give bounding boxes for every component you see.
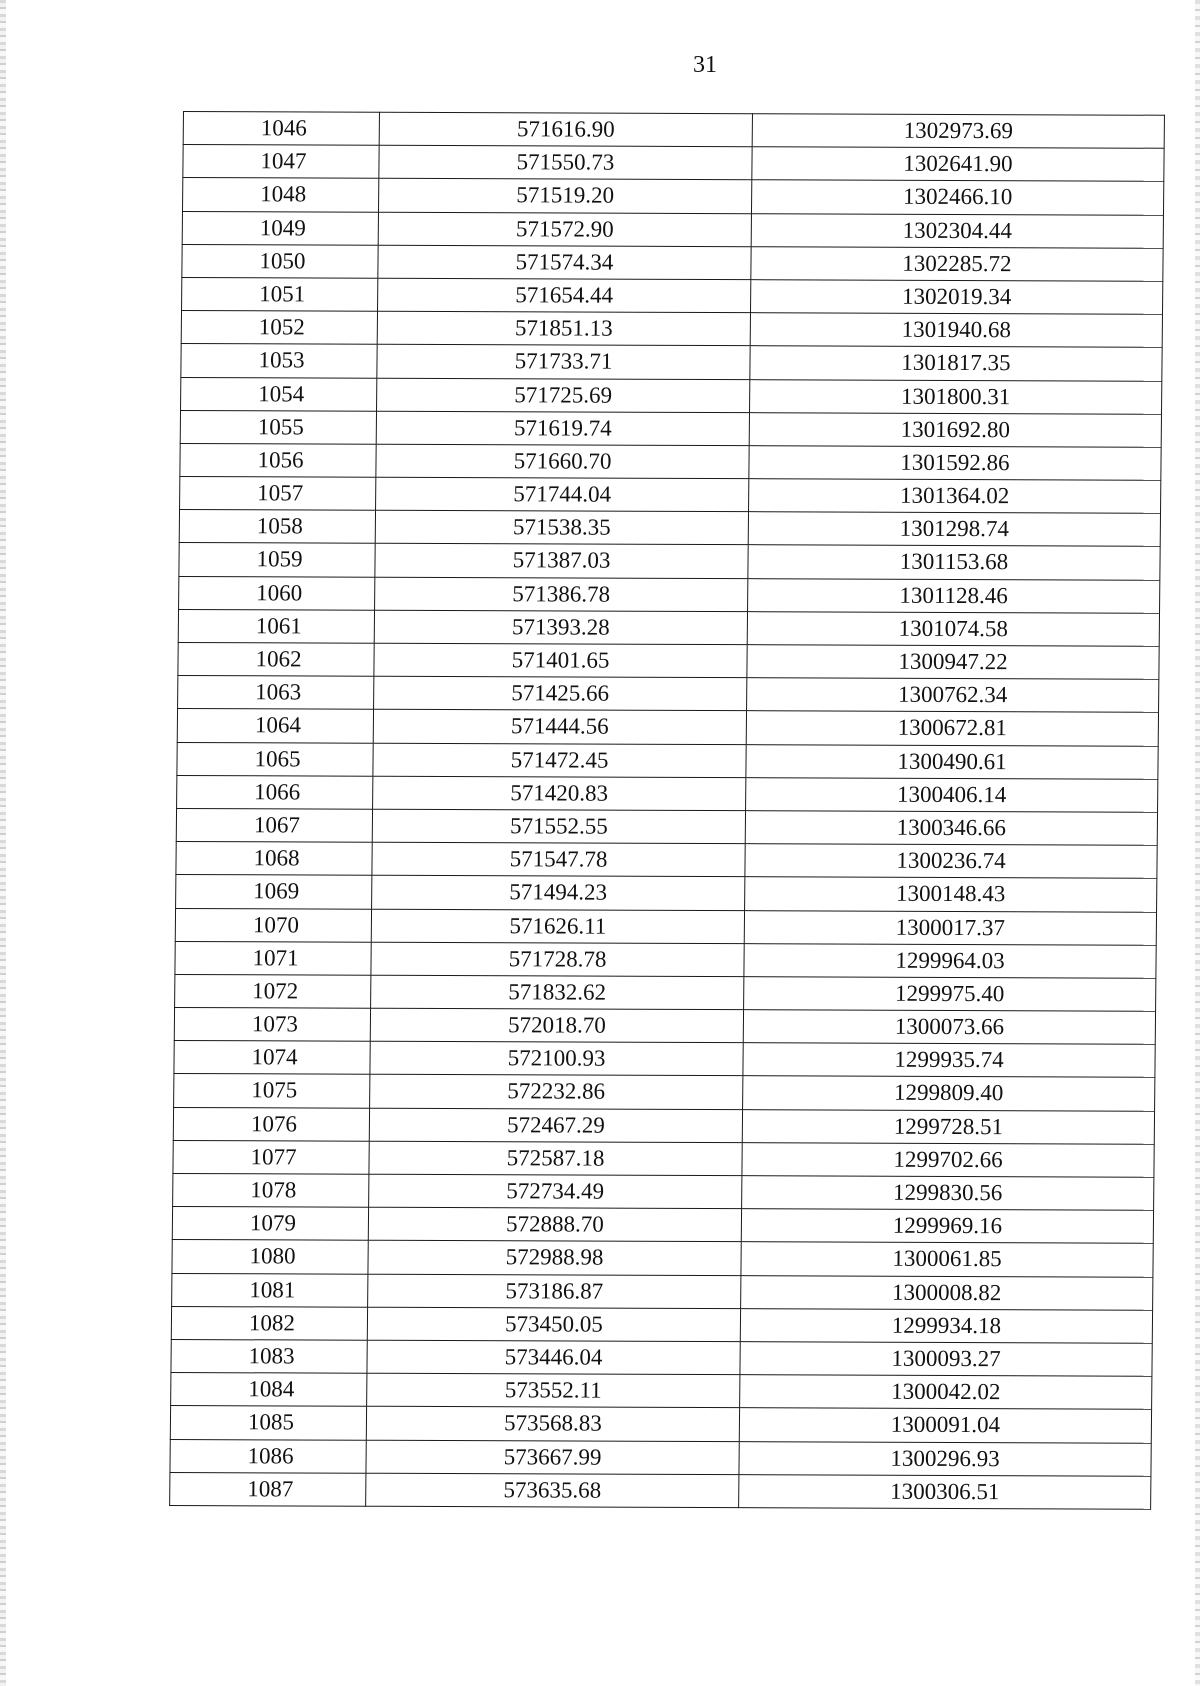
y-coordinate-cell: 1299934.18 [740,1308,1152,1343]
y-coordinate-cell: 1302973.69 [752,114,1164,149]
point-id-cell: 1082 [171,1306,367,1340]
x-coordinate-cell: 571386.78 [375,577,748,612]
y-coordinate-cell: 1301074.58 [747,611,1159,646]
table-row [173,1173,1154,1210]
y-coordinate-cell: 1300017.37 [744,910,1156,945]
point-id-cell: 1072 [175,974,371,1008]
y-coordinate-cell: 1300073.66 [743,1010,1155,1045]
x-coordinate-cell: 573635.68 [366,1473,739,1508]
table-row [170,1406,1151,1443]
point-id-cell: 1083 [171,1339,367,1373]
point-id-cell: 1077 [173,1140,369,1174]
coordinate-table-body [170,112,1165,1510]
x-coordinate-cell: 571550.73 [379,145,752,180]
point-id-cell: 1056 [180,443,376,477]
point-id-cell: 1074 [174,1041,370,1075]
x-coordinate-cell: 572587.18 [369,1141,742,1176]
x-coordinate-cell: 571725.69 [377,378,750,413]
x-coordinate-cell: 571728.78 [371,942,744,977]
y-coordinate-cell: 1299702.66 [742,1142,1154,1177]
table-row [175,941,1156,978]
y-coordinate-cell: 1300008.82 [741,1275,1153,1310]
y-coordinate-cell: 1301153.68 [748,545,1160,580]
y-coordinate-cell: 1300672.81 [746,711,1158,746]
y-coordinate-cell: 1299830.56 [742,1176,1154,1211]
x-coordinate-cell: 571401.65 [374,643,747,678]
x-coordinate-cell: 571494.23 [372,876,745,911]
y-coordinate-cell: 1302019.34 [750,280,1162,315]
table-row [174,1074,1155,1111]
table-row [173,1107,1154,1144]
table-row [183,112,1164,149]
y-coordinate-cell: 1299728.51 [742,1109,1154,1144]
y-coordinate-cell: 1302285.72 [751,246,1163,281]
x-coordinate-cell: 572988.98 [368,1241,741,1276]
x-coordinate-cell: 571744.04 [376,477,749,512]
x-coordinate-cell: 573450.05 [367,1307,740,1342]
point-id-cell: 1063 [178,676,374,710]
y-coordinate-cell: 1301692.80 [749,412,1161,447]
table-row [171,1339,1152,1376]
point-id-cell: 1075 [174,1074,370,1108]
point-id-cell: 1071 [175,941,371,975]
point-id-cell: 1059 [179,543,375,577]
table-row [173,1140,1154,1177]
y-coordinate-cell: 1300296.93 [739,1441,1151,1476]
y-coordinate-cell: 1300490.61 [746,744,1158,779]
y-coordinate-cell: 1300762.34 [747,678,1159,713]
x-coordinate-cell: 572888.70 [368,1207,741,1242]
x-coordinate-cell: 571832.62 [371,975,744,1010]
x-coordinate-cell: 572467.29 [369,1108,742,1143]
y-coordinate-cell: 1301940.68 [750,313,1162,348]
table-row [183,145,1164,182]
table-row [181,344,1162,381]
x-coordinate-cell: 571660.70 [376,444,749,479]
point-id-cell: 1046 [183,112,379,146]
table-row [178,642,1159,679]
table-row [178,676,1159,713]
x-coordinate-cell: 571851.13 [377,311,750,346]
table-row [170,1439,1151,1476]
point-id-cell: 1078 [173,1173,369,1207]
page-number: 31 [693,52,717,78]
table-row [172,1240,1153,1277]
point-id-cell: 1062 [178,642,374,676]
y-coordinate-cell: 1300947.22 [747,645,1159,680]
table-row [179,543,1160,580]
point-id-cell: 1080 [172,1240,368,1274]
y-coordinate-cell: 1299969.16 [741,1209,1153,1244]
table-row [178,609,1159,646]
point-id-cell: 1048 [183,178,379,212]
point-id-cell: 1047 [183,145,379,179]
y-coordinate-cell: 1301298.74 [748,512,1160,547]
x-coordinate-cell: 571547.78 [372,842,745,877]
table-row [177,709,1158,746]
point-id-cell: 1049 [182,211,378,245]
table-row [174,1041,1155,1078]
x-coordinate-cell: 573186.87 [368,1274,741,1309]
table-row [176,875,1157,912]
point-id-cell: 1054 [181,377,377,411]
y-coordinate-cell: 1301364.02 [749,479,1161,514]
x-coordinate-cell: 573667.99 [366,1440,739,1475]
point-id-cell: 1061 [178,609,374,643]
table-row [179,510,1160,547]
table-row [176,808,1157,845]
y-coordinate-cell: 1299975.40 [744,977,1156,1012]
y-coordinate-cell: 1302466.10 [751,180,1163,215]
table-row [171,1373,1152,1410]
y-coordinate-cell: 1301128.46 [748,578,1160,613]
coordinate-table [169,111,1165,1510]
x-coordinate-cell: 571444.56 [373,710,746,745]
point-id-cell: 1070 [175,908,371,942]
point-id-cell: 1060 [179,576,375,610]
point-id-cell: 1065 [177,742,373,776]
x-coordinate-cell: 571420.83 [373,776,746,811]
point-id-cell: 1051 [182,277,378,311]
table-row [175,908,1156,945]
table-row [180,477,1161,514]
table-row [174,1008,1155,1045]
x-coordinate-cell: 571626.11 [371,909,744,944]
x-coordinate-cell: 572018.70 [370,1008,743,1043]
point-id-cell: 1050 [182,244,378,278]
y-coordinate-cell: 1302641.90 [752,147,1164,182]
y-coordinate-cell: 1300346.66 [745,811,1157,846]
point-id-cell: 1068 [176,842,372,876]
x-coordinate-cell: 571654.44 [378,278,751,313]
x-coordinate-cell: 571472.45 [373,743,746,778]
point-id-cell: 1064 [177,709,373,743]
x-coordinate-cell: 571387.03 [375,544,748,579]
table-row [172,1273,1153,1310]
x-coordinate-cell: 571552.55 [372,809,745,844]
scan-edge-right [1195,0,1200,1686]
x-coordinate-cell: 571574.34 [378,245,751,280]
table-row [180,410,1161,447]
table-row [179,576,1160,613]
table-row [176,842,1157,879]
y-coordinate-cell: 1300406.14 [746,777,1158,812]
y-coordinate-cell: 1300061.85 [741,1242,1153,1277]
y-coordinate-cell: 1301800.31 [750,379,1162,414]
point-id-cell: 1086 [170,1439,366,1473]
x-coordinate-cell: 571425.66 [374,676,747,711]
y-coordinate-cell: 1300306.51 [739,1474,1151,1509]
table-row [181,377,1162,414]
point-id-cell: 1073 [174,1008,370,1042]
x-coordinate-cell: 571393.28 [374,610,747,645]
x-coordinate-cell: 571572.90 [378,212,751,247]
table-row [170,1472,1151,1509]
x-coordinate-cell: 573552.11 [367,1373,740,1408]
point-id-cell: 1076 [173,1107,369,1141]
point-id-cell: 1067 [176,808,372,842]
x-coordinate-cell: 572734.49 [369,1174,742,1209]
point-id-cell: 1087 [170,1472,366,1506]
table-row [177,775,1158,812]
x-coordinate-cell: 571619.74 [376,411,749,446]
point-id-cell: 1053 [181,344,377,378]
y-coordinate-cell: 1301817.35 [750,346,1162,381]
point-id-cell: 1058 [179,510,375,544]
point-id-cell: 1055 [180,410,376,444]
point-id-cell: 1085 [170,1406,366,1440]
x-coordinate-cell: 573568.83 [366,1407,739,1442]
x-coordinate-cell: 573446.04 [367,1340,740,1375]
table-row [182,244,1163,281]
table-row [177,742,1158,779]
point-id-cell: 1066 [177,775,373,809]
y-coordinate-cell: 1300236.74 [745,844,1157,879]
y-coordinate-cell: 1299964.03 [744,943,1156,978]
table-row [182,277,1163,314]
point-id-cell: 1057 [180,477,376,511]
x-coordinate-cell: 571733.71 [377,345,750,380]
y-coordinate-cell: 1302304.44 [751,213,1163,248]
y-coordinate-cell: 1301592.86 [749,446,1161,481]
x-coordinate-cell: 572100.93 [370,1041,743,1076]
table-row [172,1207,1153,1244]
table-row [180,443,1161,480]
table-row [183,178,1164,215]
scan-edge-left [0,0,6,1686]
x-coordinate-cell: 571519.20 [378,179,751,214]
y-coordinate-cell: 1300091.04 [739,1408,1151,1443]
table-row [181,311,1162,348]
table-row [182,211,1163,248]
x-coordinate-cell: 572232.86 [370,1075,743,1110]
y-coordinate-cell: 1299809.40 [743,1076,1155,1111]
table-row [175,974,1156,1011]
x-coordinate-cell: 571538.35 [375,511,748,546]
y-coordinate-cell: 1300042.02 [740,1375,1152,1410]
table-row [171,1306,1152,1343]
x-coordinate-cell: 571616.90 [379,112,752,147]
point-id-cell: 1079 [172,1207,368,1241]
point-id-cell: 1052 [181,311,377,345]
y-coordinate-cell: 1300093.27 [740,1342,1152,1377]
point-id-cell: 1084 [171,1373,367,1407]
y-coordinate-cell: 1299935.74 [743,1043,1155,1078]
y-coordinate-cell: 1300148.43 [745,877,1157,912]
point-id-cell: 1081 [172,1273,368,1307]
point-id-cell: 1069 [176,875,372,909]
